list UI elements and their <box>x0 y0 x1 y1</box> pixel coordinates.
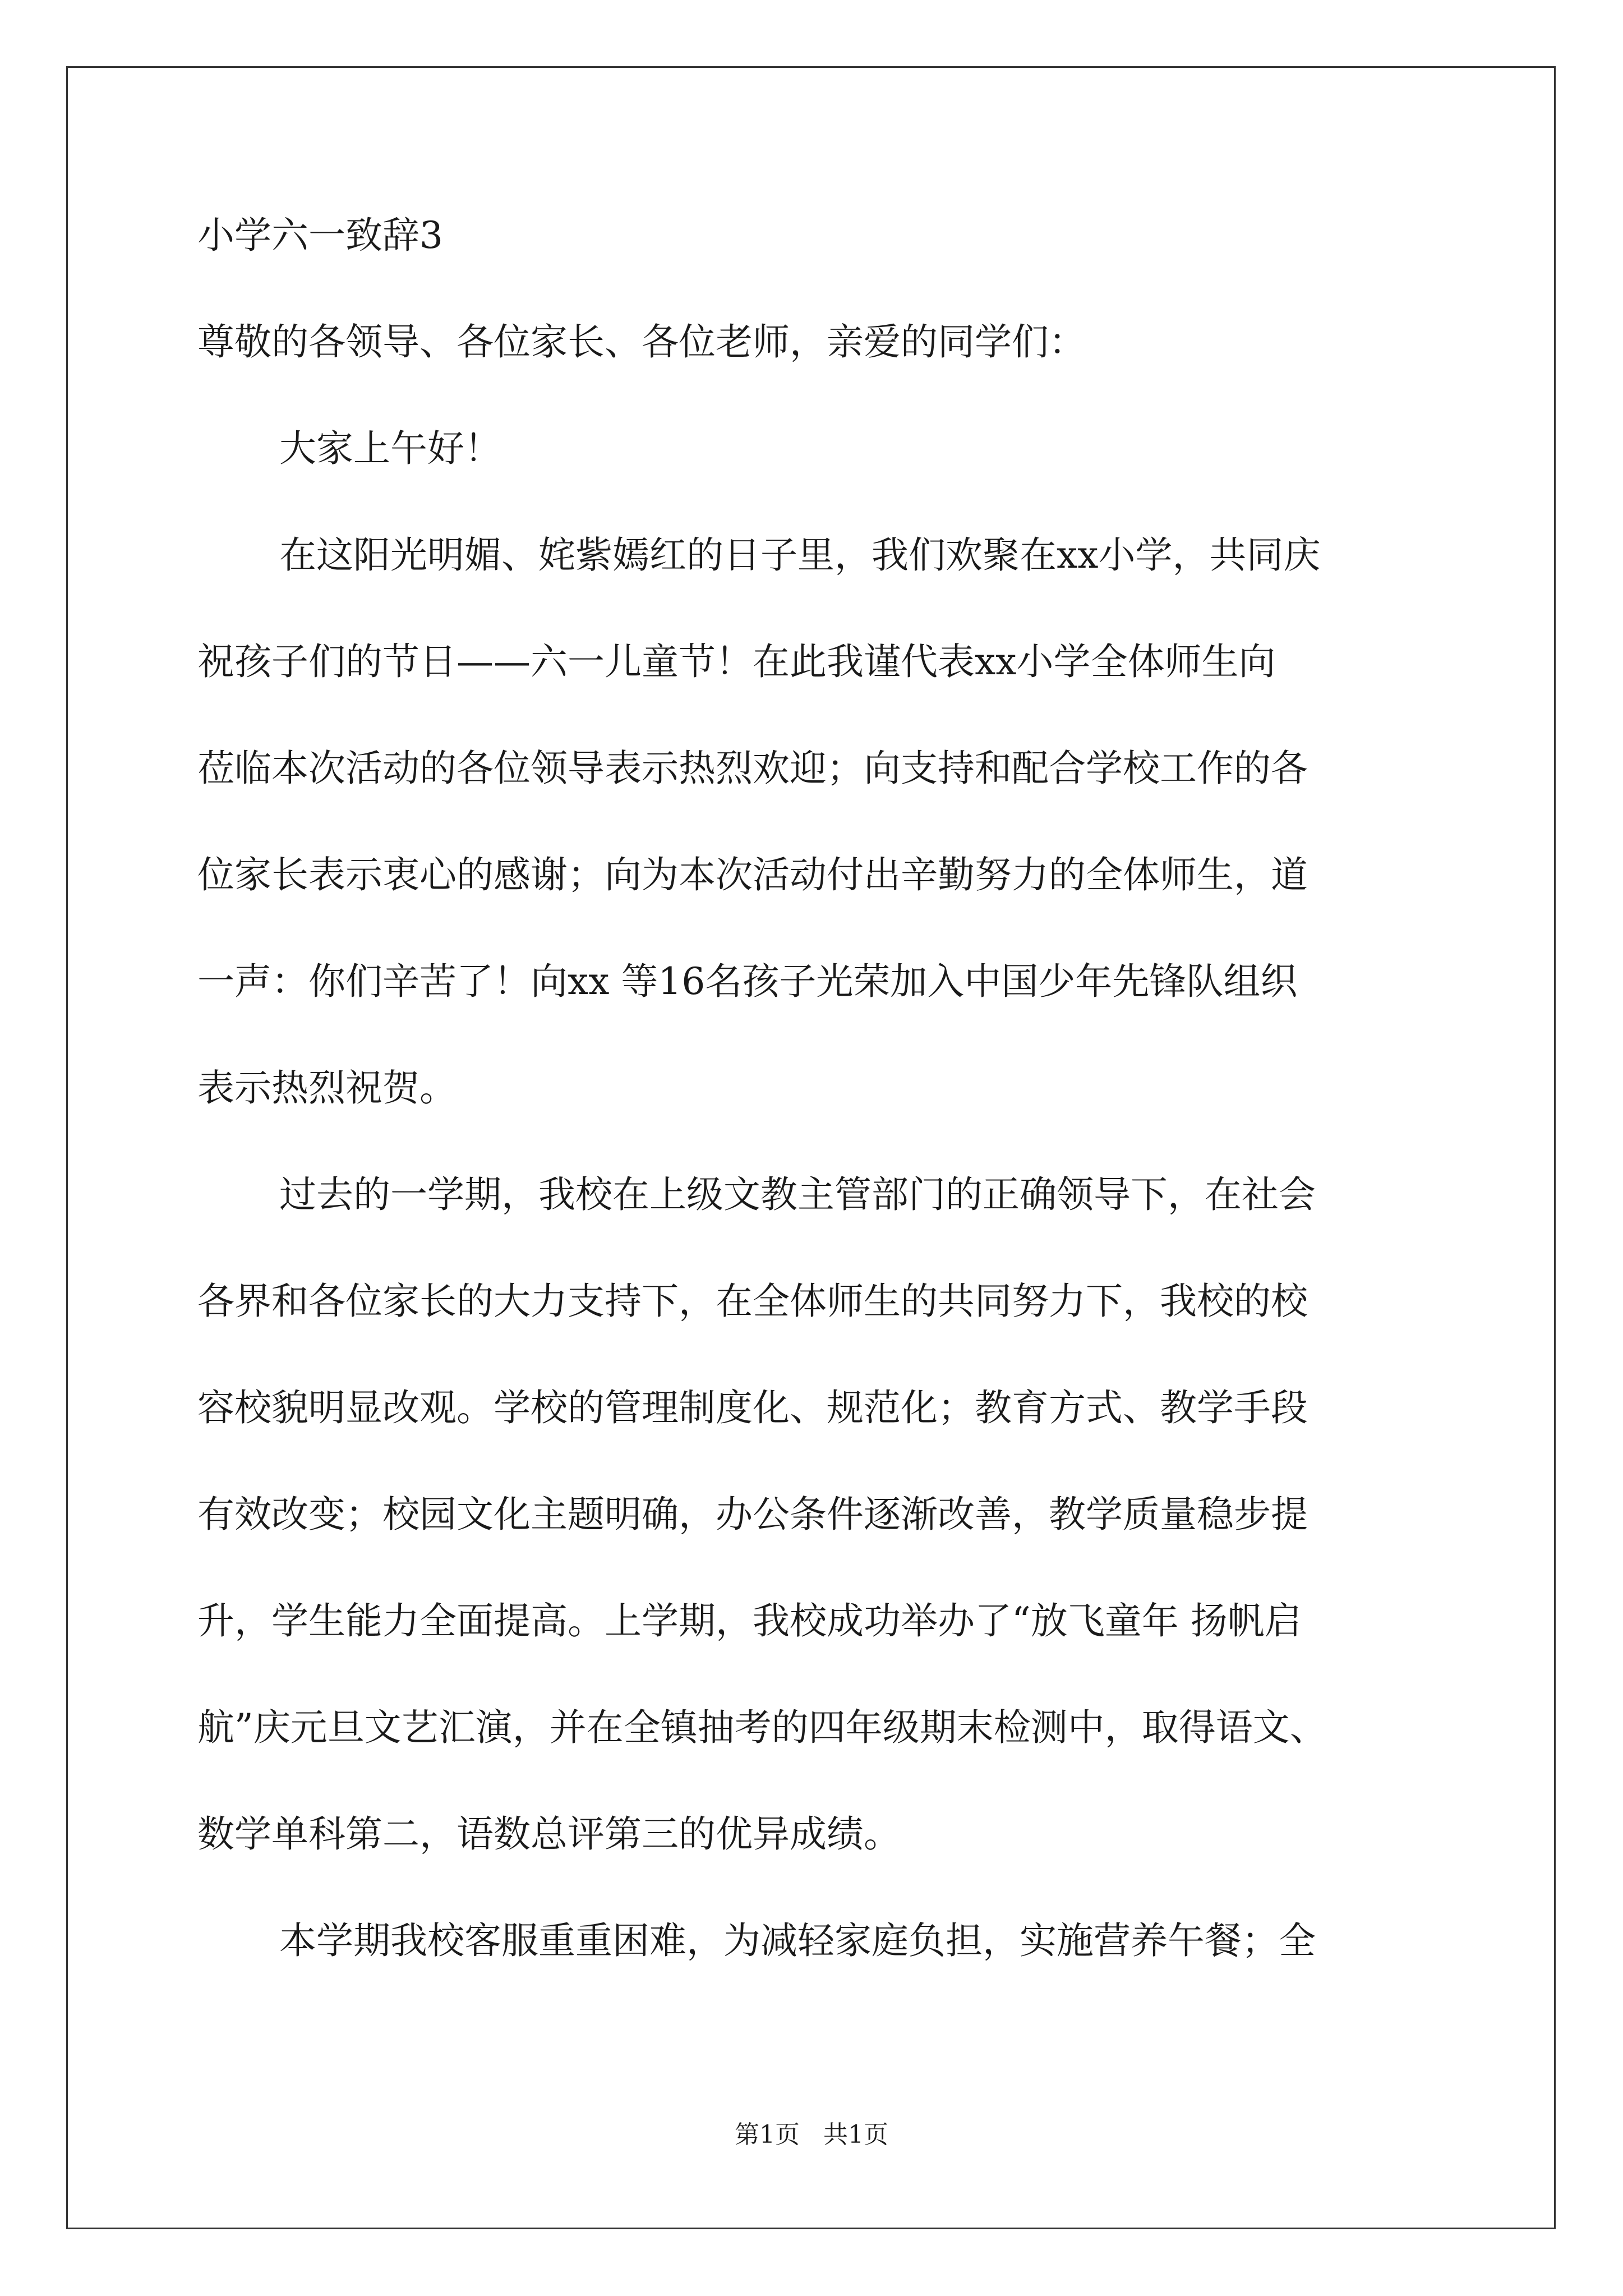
paragraph-line: 各界和各位家长的大力支持下，在全体师生的共同努力下，我校的校 <box>197 1280 1308 1323</box>
paragraph-line: 升，学生能力全面提高。上学期，我校成功举办了“放飞童年 扬帆启 <box>197 1599 1302 1642</box>
paragraph-line: 过去的一学期，我校在上级文教主管部门的正确领导下，在社会 <box>279 1173 1316 1216</box>
paragraph-line: 莅临本次活动的各位领导表示热烈欢迎；向支持和配合学校工作的各 <box>197 747 1308 790</box>
paragraph-line: 容校貌明显改观。学校的管理制度化、规范化；教育方式、教学手段 <box>197 1386 1308 1429</box>
paragraph-line: 数学单科第二，语数总评第三的优异成绩。 <box>197 1812 901 1856</box>
page-border <box>66 66 1556 2229</box>
salutation: 尊敬的各领导、各位家长、各位老师，亲爱的同学们： <box>197 320 1086 364</box>
paragraph-line: 航”庆元旦文艺汇演，并在全镇抽考的四年级期末检测中，取得语文、 <box>197 1706 1327 1749</box>
paragraph-line: 有效改变；校园文化主题明确，办公条件逐渐改善，教学质量稳步提 <box>197 1493 1308 1536</box>
paragraph-line: 在这阳光明媚、姹紫嫣红的日子里，我们欢聚在xx小学，共同庆 <box>279 533 1321 577</box>
paragraph-line: 祝孩子们的节日——六一儿童节！在此我谨代表xx小学全体师生向 <box>197 640 1276 683</box>
document-title: 小学六一致辞3 <box>197 214 443 257</box>
page-footer <box>0 2119 1623 2151</box>
paragraph-line: 位家长表示衷心的感谢；向为本次活动付出辛勤努力的全体师生，道 <box>197 853 1308 896</box>
page-total: 共1页 <box>823 2120 888 2149</box>
paragraph-line: 本学期我校客服重重困难，为减轻家庭负担，实施营养午餐；全 <box>279 1919 1316 1962</box>
paragraph-line: 一声：你们辛苦了！向xx 等16名孩子光荣加入中国少年先锋队组织 <box>197 960 1298 1003</box>
greeting-line: 大家上午好！ <box>279 427 501 470</box>
page-number: 第1页 <box>735 2120 800 2149</box>
paragraph-line: 表示热烈祝贺。 <box>197 1066 457 1110</box>
